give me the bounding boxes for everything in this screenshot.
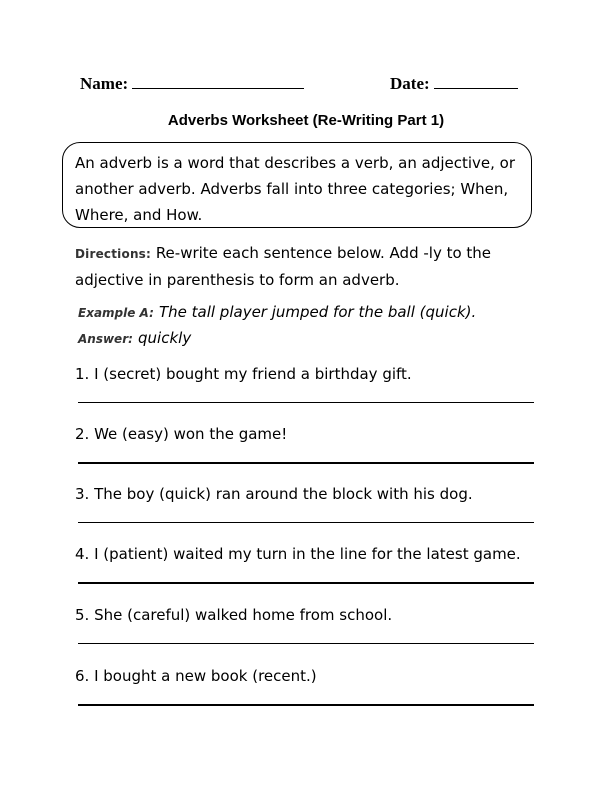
name-label: Name: [80, 74, 129, 93]
directions-text-line1: Re-write each sentence below. Add -ly to the [155, 244, 492, 262]
question-2: 2. We (easy) won the game! [75, 425, 288, 443]
question-6: 6. I bought a new book (recent.) [75, 667, 317, 685]
date-label: Date: [390, 74, 430, 93]
example-sentence: The tall player jumped for the ball (quick). [158, 303, 477, 321]
answer-line-3[interactable] [78, 522, 534, 523]
answer-line-5[interactable] [78, 643, 534, 644]
answer-line-1[interactable] [78, 402, 534, 403]
answer-line-4[interactable] [78, 582, 534, 584]
directions [75, 240, 545, 293]
date-blank-line[interactable] [434, 72, 518, 89]
name-blank-line[interactable] [132, 72, 304, 89]
example-line [78, 302, 476, 321]
question-3: 3. The boy (quick) ran around the block with his dog. [75, 485, 473, 503]
answer-line-2[interactable] [78, 462, 534, 464]
worksheet-title: Adverbs Worksheet (Re-Writing Part 1) [167, 112, 445, 129]
answer-line [78, 328, 191, 347]
name-field[interactable] [80, 72, 304, 94]
date-field[interactable] [390, 72, 518, 94]
question-4: 4. I (patient) waited my turn in the line for the latest game. [75, 545, 521, 563]
example-label: Example A: [78, 306, 154, 320]
question-5: 5. She (careful) walked home from school. [75, 606, 393, 624]
directions-text-line2: adjective in parenthesis to form an adverb. [75, 271, 400, 289]
definition-text: An adverb is a word that describes a verb, an adjective, or another adverb. Adverbs fall into three categories; When, Where, and How. [75, 154, 516, 224]
answer-text: quickly [138, 329, 192, 347]
question-1: 1. I (secret) bought my friend a birthday gift. [75, 365, 412, 383]
answer-line-6[interactable] [78, 704, 534, 706]
answer-label: Answer: [78, 332, 133, 346]
directions-label: Directions: [75, 247, 152, 261]
